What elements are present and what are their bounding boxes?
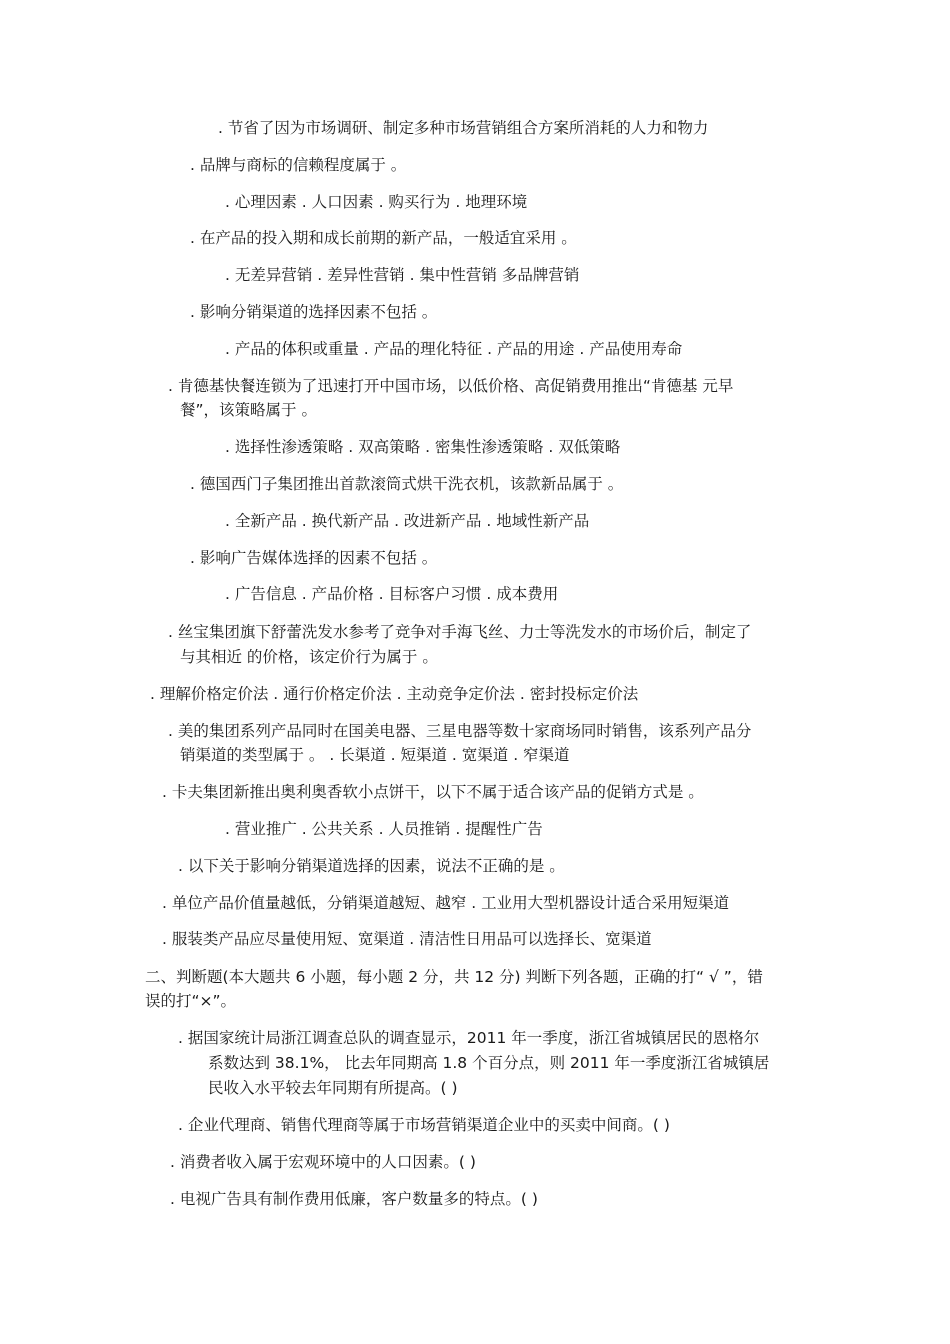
judgment-question: . 据国家统计局浙江调查总队的调查显示，2011 年一季度，浙江省城镇居民的恩格尔 bbox=[178, 1029, 760, 1047]
option-line: . 产品的体积或重量 . 产品的理化特征 . 产品的用途 . 产品使用寿命 bbox=[225, 340, 683, 358]
section-heading: 二、判断题(本大题共 6 小题，每小题 2 分，共 12 分) 判断下列各题，正确的打“ √ ”，错 bbox=[145, 968, 763, 986]
question-line: . 丝宝集团旗下舒蕾洗发水参考了竞争对手海飞丝、力士等洗发水的市场价后，制定了 bbox=[168, 623, 752, 641]
option-line: . 无差异营销 . 差异性营销 . 集中性营销 多品牌营销 bbox=[225, 266, 580, 284]
question-line: . 在产品的投入期和成长前期的新产品，一般适宜采用 。 bbox=[190, 229, 577, 247]
option-line: . 理解价格定价法 . 通行价格定价法 . 主动竞争定价法 . 密封投标定价法 bbox=[150, 685, 639, 703]
option-line: . 服装类产品应尽量使用短、宽渠道 . 清洁性日用品可以选择长、宽渠道 bbox=[162, 930, 652, 948]
judgment-question: 民收入水平较去年同期有所提高。( ) bbox=[208, 1079, 458, 1097]
option-line: . 选择性渗透策略 . 双高策略 . 密集性渗透策略 . 双低策略 bbox=[225, 438, 621, 456]
question-line: . 美的集团系列产品同时在国美电器、三星电器等数十家商场同时销售，该系列产品分 bbox=[168, 722, 752, 740]
question-line: . 影响广告媒体选择的因素不包括 。 bbox=[190, 549, 438, 567]
option-line: . 心理因素 . 人口因素 . 购买行为 . 地理环境 bbox=[225, 193, 528, 211]
option-line: . 全新产品 . 换代新产品 . 改进新产品 . 地域性新产品 bbox=[225, 512, 590, 530]
option-line: . 单位产品价值量越低，分销渠道越短、越窄 . 工业用大型机器设计适合采用短渠道 bbox=[162, 894, 730, 912]
question-line: . 影响分销渠道的选择因素不包括 。 bbox=[190, 303, 438, 321]
option-line: . 节省了因为市场调研、制定多种市场营销组合方案所消耗的人力和物力 bbox=[218, 119, 709, 137]
question-line: . 肯德基快餐连锁为了迅速打开中国市场，以低价格、高促销费用推出“肯德基 元早 bbox=[168, 377, 734, 395]
question-line: . 以下关于影响分销渠道选择的因素，说法不正确的是 。 bbox=[178, 857, 565, 875]
question-line: . 德国西门子集团推出首款滚筒式烘干洗衣机，该款新品属于 。 bbox=[190, 475, 624, 493]
question-line: 餐”，该策略属于 。 bbox=[180, 401, 317, 419]
judgment-question: . 企业代理商、销售代理商等属于市场营销渠道企业中的买卖中间商。( ) bbox=[178, 1116, 670, 1134]
question-line: 与其相近 的价格，该定价行为属于 。 bbox=[180, 648, 438, 666]
option-line: . 广告信息 . 产品价格 . 目标客户习惯 . 成本费用 bbox=[225, 585, 559, 603]
section-heading: 误的打“×”。 bbox=[145, 992, 237, 1010]
option-line: . 营业推广 . 公共关系 . 人员推销 . 提醒性广告 bbox=[225, 820, 543, 838]
judgment-question: 系数达到 38.1%， 比去年同期高 1.8 个百分点，则 2011 年一季度浙江省城镇居 bbox=[208, 1054, 770, 1072]
judgment-question: . 消费者收入属于宏观环境中的人口因素。( ) bbox=[170, 1153, 476, 1171]
question-line: . 卡夫集团新推出奥利奥香软小点饼干，以下不属于适合该产品的促销方式是 。 bbox=[162, 783, 704, 801]
question-line: . 品牌与商标的信赖程度属于 。 bbox=[190, 156, 407, 174]
question-line: 销渠道的类型属于 。 . 长渠道 . 短渠道 . 宽渠道 . 窄渠道 bbox=[180, 746, 570, 764]
judgment-question: . 电视广告具有制作费用低廉，客户数量多的特点。( ) bbox=[170, 1190, 538, 1208]
